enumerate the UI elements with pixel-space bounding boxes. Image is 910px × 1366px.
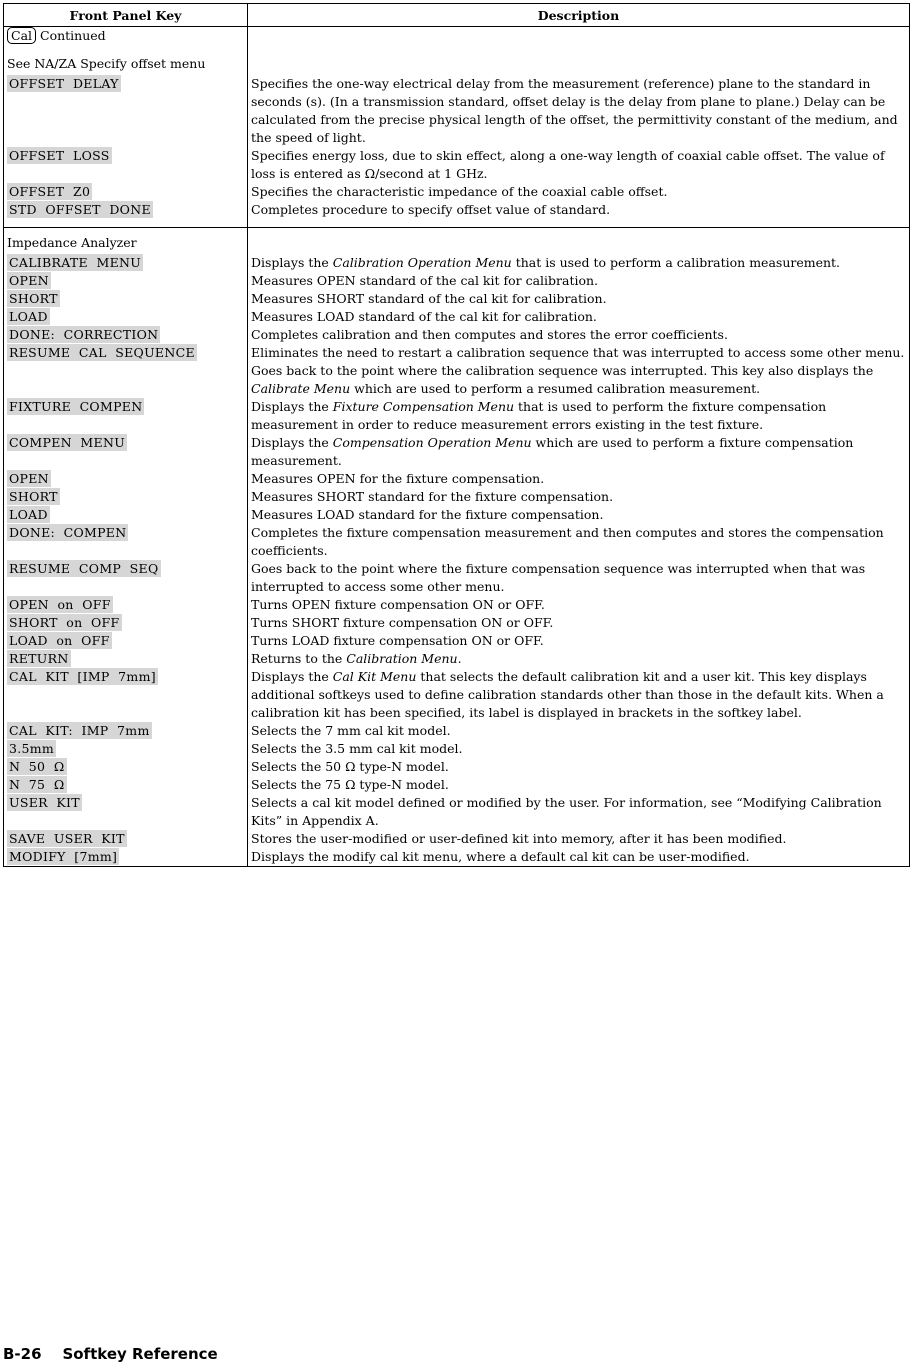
table-row bbox=[4, 794, 910, 830]
short-on-off-description: Turns SHORT fixture compensation ON or OFF. bbox=[248, 614, 910, 632]
table-row bbox=[4, 758, 910, 776]
header-front-panel-key: Front Panel Key bbox=[4, 4, 248, 27]
table-row bbox=[4, 326, 910, 344]
header-description: Description bbox=[248, 4, 910, 27]
load-on-off-description: Turns LOAD fixture compensation ON or OFF. bbox=[248, 632, 910, 650]
load-softkey[interactable]: LOAD bbox=[9, 309, 48, 324]
table-row bbox=[4, 290, 910, 308]
table-row bbox=[4, 27, 910, 48]
table-header bbox=[4, 4, 910, 27]
table-row bbox=[4, 147, 910, 183]
short-on-off-softkey[interactable]: SHORT on OFF bbox=[9, 615, 120, 630]
calibrate-menu-softkey[interactable]: CALIBRATE MENU bbox=[9, 255, 142, 270]
table-row bbox=[4, 668, 910, 722]
table-row bbox=[4, 614, 910, 632]
std-offset-done-description: Completes procedure to specify offset value of standard. bbox=[248, 201, 910, 228]
table-row bbox=[4, 488, 910, 506]
return-description: Returns to the Calibration Menu. bbox=[248, 650, 910, 668]
compen-open-softkey[interactable]: OPEN bbox=[9, 471, 49, 486]
table-row bbox=[4, 830, 910, 848]
n-75-ohm-description: Selects the 75 Ω type-N model. bbox=[248, 776, 910, 794]
short-description: Measures SHORT standard of the cal kit for calibration. bbox=[248, 290, 910, 308]
modify-7mm-description: Displays the modify cal kit menu, where a default cal kit can be user-modified. bbox=[248, 848, 910, 867]
table-row bbox=[4, 596, 910, 614]
save-user-kit-softkey[interactable]: SAVE USER KIT bbox=[9, 831, 125, 846]
open-on-off-softkey[interactable]: OPEN on OFF bbox=[9, 597, 111, 612]
cal-kit-softkey[interactable]: CAL KIT [IMP 7mm] bbox=[9, 669, 156, 684]
return-softkey[interactable]: RETURN bbox=[9, 651, 69, 666]
table-row bbox=[4, 434, 910, 470]
table-row bbox=[4, 506, 910, 524]
page-number: B-26 bbox=[3, 1345, 42, 1363]
impedance-analyzer-heading: Impedance Analyzer bbox=[4, 228, 248, 253]
kit-3-5mm-description: Selects the 3.5 mm cal kit model. bbox=[248, 740, 910, 758]
done-compen-softkey[interactable]: DONE: COMPEN bbox=[9, 525, 127, 540]
resume-comp-seq-description: Goes back to the point where the fixture compensation sequence was interrupted when that was interrupted to access some other menu. bbox=[248, 560, 910, 596]
offset-z0-softkey[interactable]: OFFSET Z0 bbox=[9, 184, 91, 199]
user-kit-softkey[interactable]: USER KIT bbox=[9, 795, 80, 810]
softkey-table bbox=[3, 3, 910, 867]
offset-z0-description: Specifies the characteristic impedance of the coaxial cable offset. bbox=[248, 183, 910, 201]
open-softkey[interactable]: OPEN bbox=[9, 273, 49, 288]
compen-menu-description: Displays the Compensation Operation Menu which are used to perform a fixture compensation measurement. bbox=[248, 434, 910, 470]
n-50-ohm-description: Selects the 50 Ω type-N model. bbox=[248, 758, 910, 776]
table-row bbox=[4, 470, 910, 488]
compen-short-softkey[interactable]: SHORT bbox=[9, 489, 58, 504]
compen-menu-softkey[interactable]: COMPEN MENU bbox=[9, 435, 126, 450]
see-menu-note: See NA/ZA Specify offset menu bbox=[4, 47, 248, 73]
table-row bbox=[4, 47, 910, 73]
fixture-compen-softkey[interactable]: FIXTURE COMPEN bbox=[9, 399, 143, 414]
offset-loss-description: Specifies energy loss, due to skin effect, along a one-way length of coaxial cable offset. The value of loss is entered as Ω/second at 1 GHz. bbox=[248, 147, 910, 183]
compen-load-description: Measures LOAD standard for the fixture compensation. bbox=[248, 506, 910, 524]
fixture-compen-description: Displays the Fixture Compensation Menu that is used to perform the fixture compensation measurement in order to reduce measurement errors existing in the test fixture. bbox=[248, 398, 910, 434]
kit-3-5mm-softkey[interactable]: 3.5mm bbox=[9, 741, 55, 756]
offset-loss-softkey[interactable]: OFFSET LOSS bbox=[9, 148, 110, 163]
cal-hardkey[interactable]: Cal bbox=[7, 27, 36, 44]
table-row bbox=[4, 308, 910, 326]
table-row bbox=[4, 650, 910, 668]
open-description: Measures OPEN standard of the cal kit for calibration. bbox=[248, 272, 910, 290]
modify-7mm-softkey[interactable]: MODIFY [7mm] bbox=[9, 849, 118, 864]
table-row bbox=[4, 722, 910, 740]
done-compen-description: Completes the fixture compensation measurement and then computes and stores the compensation coefficients. bbox=[248, 524, 910, 560]
continued-label: Continued bbox=[40, 28, 106, 43]
table-row bbox=[4, 73, 910, 147]
resume-cal-sequence-description: Eliminates the need to restart a calibration sequence that was interrupted to access some other menu. Goes back to the point where the calibration sequence was interrupted. This key also displays the Calibrate Menu which are used to perform a resumed calibration measurement. bbox=[248, 344, 910, 398]
table-row bbox=[4, 632, 910, 650]
table-row bbox=[4, 252, 910, 272]
compen-load-softkey[interactable]: LOAD bbox=[9, 507, 48, 522]
load-on-off-softkey[interactable]: LOAD on OFF bbox=[9, 633, 110, 648]
footer-title: Softkey Reference bbox=[62, 1345, 218, 1363]
open-on-off-description: Turns OPEN fixture compensation ON or OFF. bbox=[248, 596, 910, 614]
table-row bbox=[4, 560, 910, 596]
table-row bbox=[4, 201, 910, 228]
table-row bbox=[4, 776, 910, 794]
table-row bbox=[4, 398, 910, 434]
table-row bbox=[4, 848, 910, 867]
n-75-ohm-softkey[interactable]: N 75 Ω bbox=[9, 777, 65, 792]
load-description: Measures LOAD standard of the cal kit for calibration. bbox=[248, 308, 910, 326]
page-footer bbox=[3, 1345, 218, 1363]
short-softkey[interactable]: SHORT bbox=[9, 291, 58, 306]
cal-kit-description: Displays the Cal Kit Menu that selects the default calibration kit and a user kit. This key displays additional softkeys used to define calibration standards other than those in the default kits. When a calibration kit has been specified, its label is displayed in brackets in the softkey label. bbox=[248, 668, 910, 722]
resume-comp-seq-softkey[interactable]: RESUME COMP SEQ bbox=[9, 561, 159, 576]
offset-delay-softkey[interactable]: OFFSET DELAY bbox=[9, 76, 119, 91]
std-offset-done-softkey[interactable]: STD OFFSET DONE bbox=[9, 202, 151, 217]
compen-short-description: Measures SHORT standard for the fixture compensation. bbox=[248, 488, 910, 506]
cal-kit-imp-7mm-softkey[interactable]: CAL KIT: IMP 7mm bbox=[9, 723, 150, 738]
table-row bbox=[4, 183, 910, 201]
table-row bbox=[4, 272, 910, 290]
user-kit-description: Selects a cal kit model defined or modified by the user. For information, see “Modifying Calibration Kits” in Appendix A. bbox=[248, 794, 910, 830]
n-50-ohm-softkey[interactable]: N 50 Ω bbox=[9, 759, 65, 774]
cal-kit-imp-7mm-description: Selects the 7 mm cal kit model. bbox=[248, 722, 910, 740]
table-row bbox=[4, 228, 910, 253]
table-row bbox=[4, 344, 910, 398]
done-correction-softkey[interactable]: DONE: CORRECTION bbox=[9, 327, 159, 342]
offset-delay-description: Specifies the one-way electrical delay from the measurement (reference) plane to the standard in seconds (s). (In a transmission standard, offset delay is the delay from plane to plane.) Delay can be calculated from the precise physical length of the offset, the permittivity constant of the medium, and the speed of light. bbox=[248, 73, 910, 147]
compen-open-description: Measures OPEN for the fixture compensation. bbox=[248, 470, 910, 488]
save-user-kit-description: Stores the user-modified or user-defined kit into memory, after it has been modified. bbox=[248, 830, 910, 848]
table-row bbox=[4, 740, 910, 758]
done-correction-description: Completes calibration and then computes and stores the error coefficients. bbox=[248, 326, 910, 344]
calibrate-menu-description: Displays the Calibration Operation Menu that is used to perform a calibration measurement. bbox=[248, 252, 910, 272]
table-row bbox=[4, 524, 910, 560]
resume-cal-sequence-softkey[interactable]: RESUME CAL SEQUENCE bbox=[9, 345, 195, 360]
